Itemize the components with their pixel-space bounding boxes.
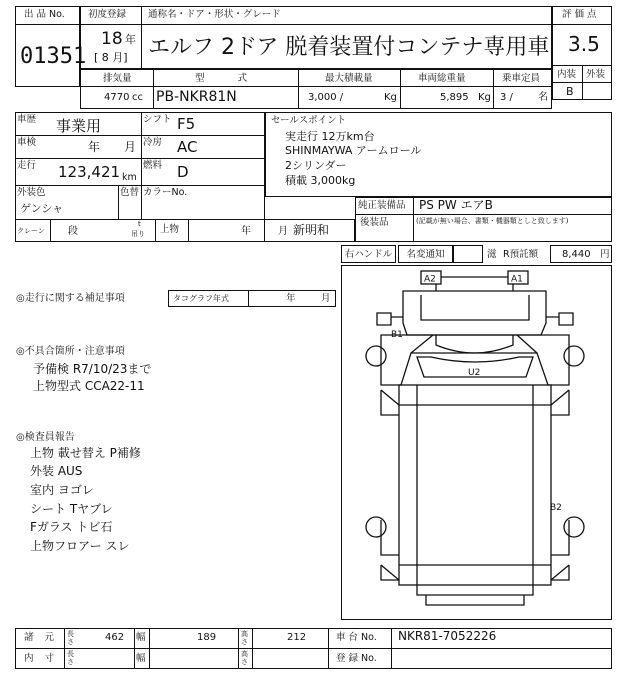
displacement-label: 排気量 — [103, 73, 132, 84]
registration-year-unit: 年 — [125, 33, 136, 46]
wheel-rear-left — [366, 517, 386, 537]
blank-box — [453, 245, 483, 263]
divider — [252, 628, 253, 669]
crane-lift-unit: 吊り — [131, 230, 145, 238]
body-month: 月 — [278, 226, 288, 237]
length-label: 長さ — [67, 650, 74, 666]
mark-b1: B1 — [391, 330, 403, 340]
wheel-rear-right — [564, 517, 584, 537]
width-value: 189 — [197, 632, 217, 643]
width-label: 幅 — [136, 632, 146, 643]
dimensions-label: 諸 元 — [24, 632, 55, 643]
inspector-heading: ◎検査員報告 — [16, 432, 75, 443]
gross-weight-value: 5,895 — [440, 92, 469, 103]
divider — [188, 219, 189, 242]
sales-point-line: 積載 3,000kg — [285, 174, 356, 187]
aftermarket-label: 後装品 — [360, 217, 389, 228]
mark-a1: A1 — [511, 274, 523, 285]
defect-line: 上物型式 CCA22-11 — [33, 379, 145, 393]
defect-line: 予備検 R7/10/23まで — [33, 362, 152, 376]
length-label: 長さ — [67, 630, 74, 646]
divider — [153, 69, 154, 109]
divider — [134, 628, 135, 669]
body-maker: 新明和 — [293, 223, 330, 237]
max-load-value: 3,000 / — [308, 92, 344, 103]
divider — [118, 185, 119, 219]
divider — [400, 69, 401, 109]
length-value: 462 — [105, 632, 125, 643]
inspector-line: 室内 ヨゴレ — [30, 483, 94, 497]
color-value: ゲンシャ — [20, 202, 64, 215]
gross-weight-unit: Kg — [478, 92, 491, 103]
mark-b2: B2 — [550, 503, 562, 513]
tachograph-month: 月 — [321, 293, 331, 304]
interior-grade: B — [566, 85, 574, 98]
height-value: 212 — [287, 632, 307, 643]
genuine-equipment-value: PS PW エアB — [419, 198, 493, 212]
defects-heading: ◎不具合箇所・注意事項 — [16, 346, 125, 357]
color-change-label: 色替 — [120, 187, 140, 198]
ac-value: AC — [177, 138, 198, 156]
divider — [15, 24, 80, 25]
car-name: エルフ 2ドア 脱着装置付コンテナ専用車 — [148, 35, 550, 60]
max-load-label: 最大積載量 — [325, 73, 373, 84]
registration-number-label: 登 録 No. — [336, 653, 377, 664]
divider — [64, 628, 65, 669]
history-label: 車歴 — [17, 114, 37, 125]
divider — [15, 135, 265, 136]
divider — [413, 197, 414, 242]
color-number-label: カラーNo. — [143, 187, 188, 198]
divider — [80, 24, 552, 25]
registration-year: 18 — [101, 29, 123, 49]
score-label: 評 価 点 — [562, 9, 597, 20]
ac-label: 冷房 — [143, 137, 163, 148]
divider — [238, 628, 239, 669]
capacity-label: 乗車定員 — [502, 73, 541, 84]
gross-weight-label: 車両総重量 — [418, 73, 466, 84]
sales-point-line: 実走行 12万km台 — [285, 130, 375, 143]
fuel-value: D — [177, 163, 189, 181]
exterior-label: 外装 — [586, 69, 606, 80]
body-label: 上物 — [160, 224, 180, 235]
tax-amount: 8,440 — [562, 249, 591, 260]
divider — [141, 112, 142, 219]
mileage-unit: km — [122, 172, 137, 183]
divider — [80, 86, 552, 87]
divider — [298, 69, 299, 109]
capacity-unit: 名 — [538, 92, 548, 103]
tachograph-year: 年 — [286, 293, 296, 304]
spec-row — [80, 69, 552, 109]
displacement-unit: cc — [132, 92, 143, 103]
mileage-label: 走行 — [17, 160, 37, 171]
mark-a2: A2 — [424, 274, 436, 285]
divider — [155, 219, 156, 242]
crane-label: クレーン — [17, 227, 45, 235]
crane-lift-sup: t — [138, 220, 141, 228]
divider — [15, 158, 265, 159]
inspection-month: 月 — [124, 140, 137, 154]
divider — [50, 219, 51, 242]
tachograph-label: タコグラフ年式 — [173, 294, 229, 303]
shift-label: シフト — [143, 114, 172, 125]
divider — [248, 290, 249, 307]
divider — [141, 6, 142, 69]
inspector-line: 外装 AUS — [30, 464, 83, 478]
color-label: 外装色 — [17, 187, 46, 198]
lot-number: 01351 — [20, 44, 87, 69]
divider — [552, 24, 612, 25]
shift-value: F5 — [177, 115, 196, 133]
divider — [493, 69, 494, 109]
max-load-unit: Kg — [384, 92, 397, 103]
divider — [149, 628, 150, 669]
tax-calc-label: R預託額 — [503, 249, 539, 260]
displacement-value: 4770 — [104, 92, 130, 103]
score-value: 3.5 — [568, 32, 600, 56]
steering-box: 右ハンドル — [341, 245, 396, 263]
inspection-label: 車検 — [17, 137, 37, 148]
tax-label: 滋 — [487, 249, 497, 260]
registration-month: [ 8 月] — [94, 51, 128, 64]
history-value: 事業用 — [56, 117, 102, 135]
model-label: 型 式 — [195, 73, 248, 84]
capacity-value: 3 / — [500, 92, 513, 103]
internal-dims-label: 内 寸 — [24, 653, 55, 664]
height-label: 高さ — [241, 650, 248, 666]
tax-unit: 円 — [600, 249, 610, 260]
width-label: 幅 — [136, 653, 146, 664]
mark-u2: U2 — [468, 368, 481, 378]
genuine-equipment-label: 純正装備品 — [358, 200, 406, 211]
divider — [391, 628, 392, 669]
crane-stage: 段 — [68, 226, 78, 237]
inspector-line: シート Tヤブレ — [30, 502, 113, 516]
divider — [15, 185, 265, 186]
model-value: PB-NKR81N — [156, 89, 237, 105]
truck-diagram — [341, 265, 612, 620]
chassis-value: NKR81-7052226 — [398, 629, 497, 643]
wheel-front-left — [366, 346, 386, 366]
fuel-label: 燃料 — [143, 160, 163, 171]
inspector-line: 上物フロアー スレ — [30, 539, 130, 553]
inspector-line: 上物 載せ替え P補修 — [30, 446, 141, 460]
wheel-front-right — [564, 346, 584, 366]
divider — [15, 648, 612, 649]
sales-point-line: SHINMAYWA アームロール — [285, 144, 422, 157]
divider — [582, 65, 583, 100]
inspector-line: Fガラス トビ石 — [30, 520, 113, 534]
height-label: 高さ — [241, 630, 248, 646]
sales-point-line: 2シリンダー — [285, 159, 347, 172]
divider — [355, 214, 612, 215]
sales-point-label: セールスポイント — [271, 115, 347, 126]
name-change-box: 名変通知 — [398, 245, 453, 263]
lot-label: 出 品 No. — [24, 9, 65, 20]
mileage-value: 123,421 — [58, 163, 121, 181]
driving-notes-heading: ◎走行に関する補足事項 — [16, 293, 125, 304]
divider — [328, 628, 329, 669]
aftermarket-note: (記載が無い場合、書類・機器類としと致します) — [416, 217, 569, 225]
first-registration-label: 初度登録 — [88, 9, 127, 20]
inspection-year: 年 — [88, 140, 101, 154]
interior-label: 内装 — [557, 69, 577, 80]
car-name-label: 通称名・ドア・形状・グレード — [148, 9, 281, 20]
body-year: 年 — [241, 226, 251, 237]
chassis-label: 車 台 No. — [336, 632, 377, 643]
